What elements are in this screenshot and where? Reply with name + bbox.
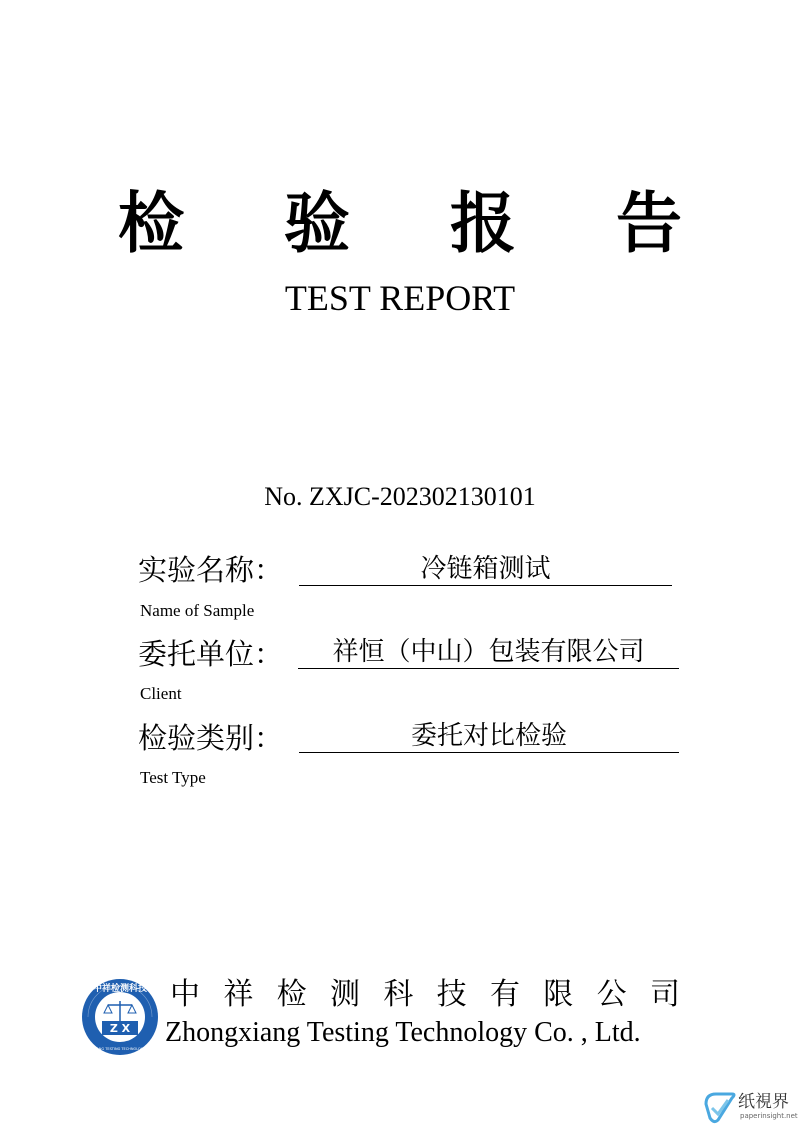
test-type-sublabel: Test Type xyxy=(140,768,206,787)
sample-name-label: 实验名称： xyxy=(138,553,284,587)
company-char: 有 xyxy=(489,977,520,1012)
report-number: No. ZXJC-202302130101 xyxy=(264,482,536,511)
company-logo xyxy=(80,977,160,1057)
company-char: 技 xyxy=(436,977,467,1012)
watermark-url: paperinsight.net xyxy=(740,1112,798,1120)
sample-name-value: 冷链箱测试 xyxy=(299,553,672,586)
title-char: 告 xyxy=(616,185,682,262)
logo-ring-text: ZHONGXIANG TESTING TECHNOLOGY CO.,LTD xyxy=(80,1047,160,1051)
title-char: 报 xyxy=(450,185,516,262)
watermark-text: 纸視界 xyxy=(738,1092,789,1112)
report-title-cn xyxy=(0,186,800,262)
watermark xyxy=(700,1088,800,1128)
client-value: 祥恒（中山）包装有限公司 xyxy=(298,636,679,669)
watermark-icon xyxy=(702,1090,738,1126)
company-name-en: Zhongxiang Testing Technology Co. , Ltd. xyxy=(165,1017,641,1048)
company-char: 司 xyxy=(649,977,680,1012)
logo-letters: Z X xyxy=(109,1022,131,1035)
company-char: 检 xyxy=(276,977,307,1012)
logo-cn-text: 中祥检测科技 xyxy=(92,984,148,994)
test-type-value: 委托对比检验 xyxy=(299,720,679,753)
company-char: 科 xyxy=(383,977,414,1012)
sample-name-sublabel: Name of Sample xyxy=(140,601,255,620)
company-char: 公 xyxy=(596,977,627,1012)
client-label: 委托单位： xyxy=(138,637,284,671)
client-sublabel: Client xyxy=(140,684,182,703)
test-type-label: 检验类别： xyxy=(138,721,284,755)
report-title-en: TEST REPORT xyxy=(284,278,516,318)
company-char: 限 xyxy=(543,977,574,1012)
company-char: 中 xyxy=(170,977,200,1012)
company-char: 测 xyxy=(329,977,360,1012)
title-char: 检 xyxy=(118,185,184,262)
title-char: 验 xyxy=(284,185,350,262)
company-char: 祥 xyxy=(223,977,254,1012)
company-name-cn xyxy=(170,975,680,1015)
